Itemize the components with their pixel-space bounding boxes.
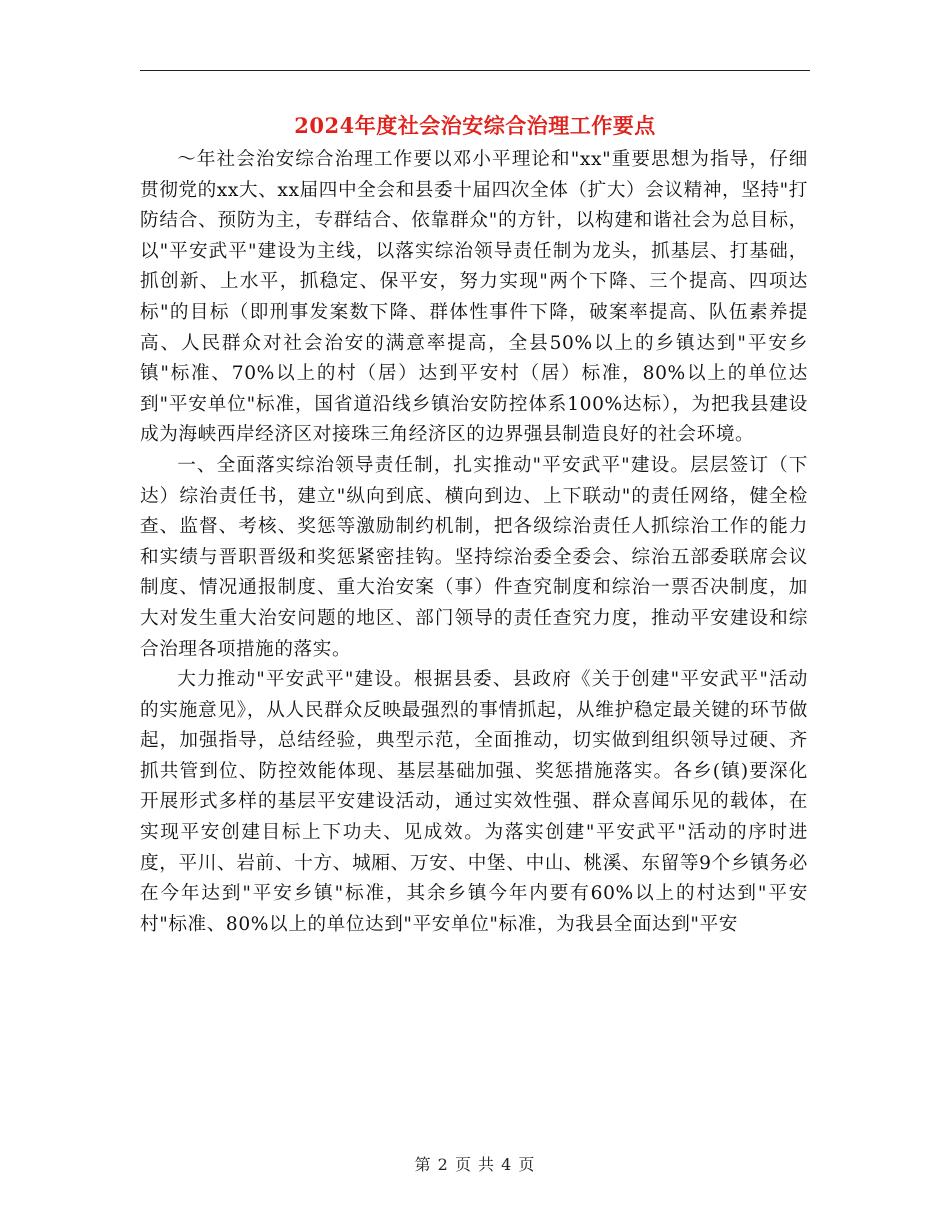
paragraph-section-1: 一、全面落实综治领导责任制，扎实推动"平安武平"建设。层层签订（下达）综治责任书，建立"纵向到底、横向到边、上下联动"的责任网络，健全检查、监督、考核、奖惩等激励制约机制，把各级综治责任人抓综治工作的能力和实绩与晋职晋级和奖惩紧密挂钩。坚持综治委全委会、综治五部委联席会议制度、情况通报制度、重大治安案（事）件查究制度和综治一票否决制度，加大对发生重大治安问题的地区、部门领导的责任查究力度，推动平安建设和综合治理各项措施的落实。 <box>140 454 808 660</box>
paragraph-intro: ～年社会治安综合治理工作要以邓小平理论和"xx"重要思想为指导，仔细贯彻党的xx大、xx届四中全会和县委十届四次全体（扩大）会议精神，坚持"打防结合、预防为主，专群结合、依靠群众"的方针，以构建和谐社会为总目标，以"平安武平"建设为主线，以落实综治领导责任制为龙头，抓基层、打基础，抓创新、上水平，抓稳定、保平安，努力实现"两个下降、三个提高、四项达标"的目标（即刑事发案数下降、群体性事件下降，破案率提高、队伍素养提高、人民群众对社会治安的满意率提高，全县50%以上的乡镇达到"平安乡镇"标准、70%以上的村（居）达到平安村（居）标准，80%以上的单位达到"平安单位"标准，国省道沿线乡镇治安防控体系100%达标），为把我县建设成为海峡西岸经济区对接珠三角经济区的边界强县制造良好的社会环境。 <box>140 149 808 446</box>
page-number: 第 2 页 共 4 页 <box>414 1155 536 1174</box>
document-body <box>140 145 808 940</box>
header-rule <box>140 70 810 71</box>
paragraph-section-1-detail: 大力推动"平安武平"建设。根据县委、县政府《关于创建"平安武平"活动的实施意见》，从人民群众反映最强烈的事情抓起，从维护稳定最关键的环节做起，加强指导，总结经验，典型示范，全面推动，切实做到组织领导过硬、齐抓共管到位、防控效能体现、基层基础加强、奖惩措施落实。各乡(镇)要深化开展形式多样的基层平安建设活动，通过实效性强、群众喜闻乐见的载体，在实现平安创建目标上下功夫、见成效。为落实创建"平安武平"活动的序时进度，平川、岩前、十方、城厢、万安、中堡、中山、桃溪、东留等9个乡镇务必在今年达到"平安乡镇"标准，其余乡镇今年内要有60%以上的村达到"平安村"标准、80%以上的单位达到"平安单位"标准，为我县全面达到"平安 <box>140 669 808 935</box>
document-title: 2024年度社会治安综合治理工作要点 <box>294 113 656 138</box>
